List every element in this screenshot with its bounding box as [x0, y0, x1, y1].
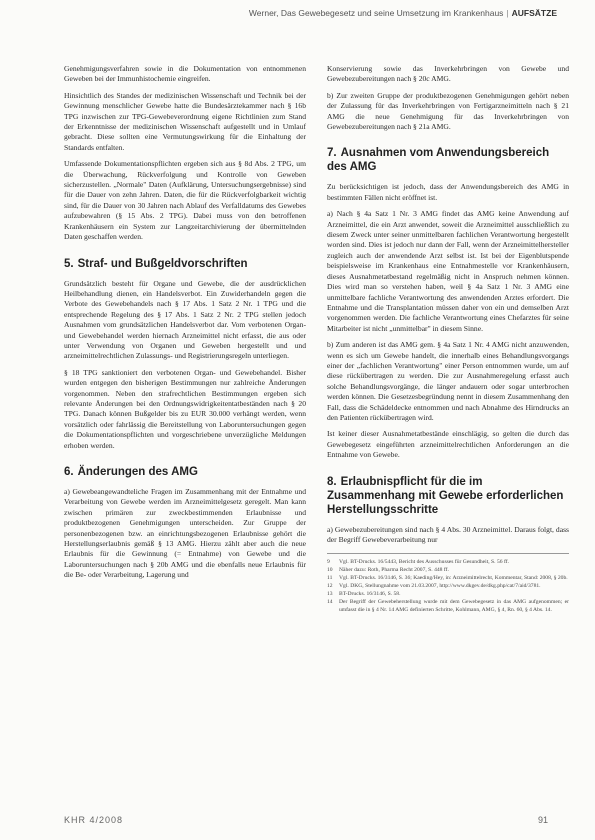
paragraph: b) Zur zweiten Gruppe der produktbezogenen Genehmigungen gehört neben der Zulassung für das Inverkehrbringen von Fertigarzneimitteln nach § 21 AMG die neue Genehmigung für das Inverkehrbringen von Gewebezubereitungen nach § 21a AMG.: [327, 90, 569, 132]
section-title: Erlaubnispflicht für die im Zusammenhang mit Gewebe erforderlichen Herstellungsschritte: [327, 475, 564, 516]
running-title: Werner, Das Gewebegesetz und seine Umsetzung im Krankenhaus: [248, 8, 504, 18]
footnote-text: Näher dazu: Roth, Pharma Recht 2007, S. 448 ff.: [339, 567, 449, 574]
footnote: [327, 598, 569, 614]
paragraph: a) Gewebezubereitungen sind nach § 4 Abs. 30 Arzneimittel. Daraus folgt, dass der Begriff Gewebeverarbeitung nur: [327, 524, 569, 544]
section-number: 7.: [327, 147, 337, 160]
footnote-number: 12: [327, 583, 333, 590]
left-column: [64, 64, 306, 587]
footnote: [327, 566, 569, 574]
footnote: [327, 558, 569, 566]
footnote-number: 14: [327, 599, 333, 606]
paragraph: b) Zum anderen ist das AMG gem. § 4a Satz 1 Nr. 4 AMG nicht anzuwenden, wenn es sich um Gewebe handelt, die innerhalb eines Behandlungsvorgangs einer der „fachlichen Verantwortung" einer Person entnommen wurde, um auf diese rückübertragen zu werden. Die zur Ausnahmeregelung erfasst auch solche Behandlungsvorgänge, die länger andauern oder sogar unterbrochen werden können. Die Gesetzesbegründung nennt in diesem Zusammenhang den Fall, dass die Schädeldecke entnommen und nach Abnahme des Hirndrucks an den Patienten rückübertragen wird.: [327, 340, 569, 422]
section-heading-8: [327, 475, 569, 517]
section-title: Ausnahmen vom Anwendungsbereich des AMG: [327, 147, 550, 174]
right-column: [327, 64, 569, 614]
section-number: 6.: [64, 466, 74, 478]
footnotes: [327, 553, 569, 614]
paragraph: a) Gewebeangewandteliche Fragen im Zusammenhang mit der Entnahme und Verarbeitung von Gewebe werden im Arzneimittelgesetz geregelt. Man kann zwischen primären zur zweckbestimmenden Erlaubnisse und produktbezogenen Genehmigungen unterscheiden. Zur Gruppe der personenbezogenen bzw. an einrichtungsbezogenen Erlaubnisse gehört die Herstellungserlaubnis gemäß § 13 AMG. Hierzu zählt aber auch die neue Erlaubnis für die Gewinnung (= Entnahme) von Gewebe und die Laboruntersuchungen nach § 20b AMG und die ebenfalls neue Erlaubnis für die Be- oder Verarbeitung, Lagerung und: [64, 487, 306, 580]
footnote-text: Vgl. DKG, Stellungnahme vom 21.03.2007, http://www.dkgev.de/dkg.php/cat/7/aid/3781.: [339, 583, 541, 590]
paragraph: Zu berücksichtigen ist jedoch, dass der Anwendungsbereich des AMG in bestimmten Fällen nicht eröffnet ist.: [327, 182, 569, 202]
footnote-number: 10: [327, 567, 333, 574]
running-header: [249, 8, 557, 18]
paragraph: Ist keiner dieser Ausnahmetatbestände einschlägig, so gelten die durch das Gewebegesetz eingeführten arzneimittelrechtlichen Anforderungen an die Entnahme von Gewebe.: [327, 429, 569, 460]
paragraph: Grundsätzlich besteht für Organe und Gewebe, die der ausdrücklichen Heilbehandlung dienen, ein Handelsverbot. Ein Zuwiderhandeln gegen die Verbote des Gewebehandels nach § 17 Abs. 1 Satz 2 Nr. 1 TPG und die entsprechende Regelung des § 17 Abs. 1 Satz 2 Nr. 2 TPG stellen jedoch Ausnahmen vom grundsätzlichen Handelsverbot dar. Vom verbotenen Organ- und Gewebehandel werden hiernach Arzneimittel nicht erfasst, die aus oder unter Verwendung von Organen und Geweben hergestellt und und arzneimittelrechtlichen Zulassungs- und Registrierungsregeln unterliegen.: [64, 278, 306, 361]
header-separator: |: [506, 8, 509, 18]
footnote-number: 13: [327, 591, 333, 598]
journal-issue: KHR 4/2008: [64, 815, 124, 825]
footnote-text: Vgl. BT-Drucks. 16/5443, Bericht des Ausschusses für Gesundheit, S. 56 ff.: [339, 559, 509, 566]
page-number: 91: [538, 815, 549, 825]
footnote: [327, 582, 569, 590]
paragraph: Genehmigungsverfahren sowie in die Dokumentation von entnommenen Geweben bei der Immunhistochemie eingreifen.: [64, 64, 306, 84]
section-heading-5: [64, 257, 306, 271]
footnote: [327, 574, 569, 582]
section-title: Straf- und Bußgeldvorschriften: [77, 257, 248, 270]
footnote-number: 9: [327, 559, 330, 566]
footnote-text: BT-Drucks. 16/3146, S. 58.: [339, 591, 401, 598]
section-number: 8.: [327, 475, 337, 488]
footnote-number: 11: [327, 575, 333, 582]
section-heading-7: [327, 146, 569, 174]
paragraph: Konservierung sowie das Inverkehrbringen von Gewebe und Gewebezubereitungen nach § 20c AMG.: [327, 64, 569, 84]
section-number: 5.: [64, 257, 74, 270]
section-heading-6: [64, 465, 306, 479]
section-label: AUFSÄTZE: [511, 8, 557, 18]
paragraph: a) Nach § 4a Satz 1 Nr. 3 AMG findet das AMG keine Anwendung auf Arzneimittel, die ein Arzt anwendet, soweit die Arzneimittel ausschließlich zu diesem Zweck unter seiner unmittelbaren fachlichen Verantwortung hergestellt worden sind. Dies ist jedoch nur dann der Fall, wenn der Arzneimittelhersteller zugleich auch der anwendende Arzt selbst ist. Ist bei der Eigenblutspende beispielsweise im Krankenhaus eine Entnahmestelle vor Krankenhäusern, dieses Ausnahmetatbestand regelmäßig nicht in Anspruch nehmen können. Dies wird man so verstehen haben, weil § 4a Satz 1 Nr. 3 AMG eine unmittelbare fachliche Verantwortung des anwendenden Arztes erfordert. Die Entnahme und die Transplantation müssen daher von ein und demselben Arzt vorgenommen werden. Die fachliche Verantwortung eines Chefarztes für seine Mitarbeiter ist nicht „unmittelbar" in diesem Sinne.: [327, 209, 569, 333]
paragraph: Hinsichtlich des Standes der medizinischen Wissenschaft und Technik bei der Gewinnung menschlicher Gewebe hatte die Bundesärztekammer nach § 16b TPG inzwischen zur TPG-Gewebeverordnung eigene Richtlinien zum Stand der Erkenntnisse der medizinischen Wissenschaft aufgestellt und in Umlauf gebracht. Diese sollten eine Vermutungswirkung für die Einhaltung der Standards entfalten.: [64, 90, 306, 152]
section-title: Änderungen des AMG: [77, 466, 198, 478]
footnote-text: Vgl. BT-Drucks. 16/3146, S. 36; Kaeding/Hey, in: Arzneimittelrecht, Kommentar, Stand: 2008, § 20b.: [339, 575, 568, 582]
paragraph: Umfassende Dokumentationspflichten ergeben sich aus § 8d Abs. 2 TPG, um die Überwachung, Rückverfolgung und Kontrolle von Geweben sicherzustellen. „Normale" Daten (Aufklärung, Untersuchungsergebnisse) sind für die Dauer von zehn Jahren. Daten, die für die Rückverfolgbarkeit wichtig sind, für die Dauer von 30 Jahren nach Ablauf des Verfalldatums des Gewebes aufzubewahren (§ 15 Abs. 2 TPG). Dabei muss von den betroffenen Krankenhäusern ein System zur Langzeitarchivierung der übermittelnden Daten geschaffen werden.: [64, 159, 306, 242]
footnote: [327, 590, 569, 598]
paragraph: § 18 TPG sanktioniert den verbotenen Organ- und Gewebehandel. Bisher wurden entgegen den bisherigen Bestimmungen nur zahlreiche Änderungen vorgenommen. Neben den strafrechtlichen Bestimmungen ergeben sich relevante Änderungen bei den Ordnungswidrigkeitentatbeständen nach § 20 TPG. Danach können Bußgelder bis zu EUR 30.000 verhängt werden, wenn vorsätzlich oder fahrlässig die Bereitstellung von Laboruntersuchungen gegen die Dokumentationspflichten und vorgeschriebene unverzügliche Meldungen erhoben werden.: [64, 367, 306, 450]
footnote-text: Der Begriff der Gewebeherstellung wurde mit dem Gewebegesetz in das AMG aufgenommen; er umfasst die in § 4 Nr. 14 AMG definierten Schritte, Kohlmann, AMG, § 4, Rn. 60, § 4 Abs. 14.: [339, 599, 569, 614]
